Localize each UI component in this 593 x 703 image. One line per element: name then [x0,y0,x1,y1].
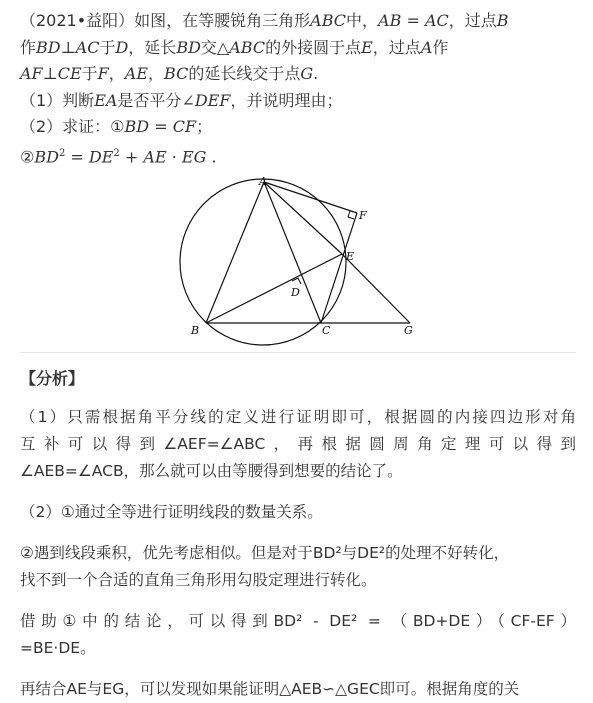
problem-line-4 [20,88,580,115]
problem-text: 交 [200,37,217,57]
math-point-d: D [115,37,129,57]
problem-text: ， [148,64,165,83]
math-equals: = [406,11,420,30]
problem-text: ； [196,117,213,136]
math-point-f: F [97,64,109,83]
problem-text: ，延长 [128,37,177,57]
math-bd: BD [176,37,201,57]
label-f: F [359,209,367,222]
math-triangle-symbol: △ [216,37,230,57]
problem-text: 的外接圆于点 [265,37,362,57]
label-a: A [259,175,267,188]
math-bd: BD [34,146,59,166]
segment-af [264,182,357,213]
math-ae: AE [124,64,148,83]
problem-text: 作 [432,37,449,57]
analysis-title: 【分析】 [20,369,85,388]
math-bc: BC [164,64,189,83]
math-ac: AC [424,11,449,30]
segment-be [206,254,342,323]
math-equals: = [70,146,84,166]
problem-statement [20,8,580,170]
paragraph-line: ②遇到线段乘积，优先考虑相似。但是对于BD²与DE²的处理不好转化， [20,544,510,562]
analysis-paragraph-1 [20,404,576,485]
problem-text: 是否平分 [117,90,182,110]
math-triangle-abc: ABC [310,11,347,30]
problem-line-5 [20,114,580,141]
problem-text: ，并说明理由； [230,90,343,110]
math-ac: AC [75,37,100,57]
paragraph-line: ∠AEB=∠ACB，那么就可以由等腰得到想要的结论了。 [20,462,403,480]
analysis-paragraph-5: 再结合AE与EG，可以发现如果能证明△AEB∽△GEC即可。根据角度的关 [20,680,520,698]
math-bd: BD [124,117,150,136]
math-eg: EG [181,146,207,166]
math-point-g: G [300,64,314,83]
paragraph-line: 借助①中的结论，可以得到BD² - DE² = （BD+DE）（CF-EF） [20,612,576,630]
label-d: D [291,286,300,299]
problem-line-1 [20,8,580,35]
math-point-e: E [361,37,373,57]
label-g: G [404,324,413,337]
math-perp: ⊥ [60,37,76,57]
problem-text: 作 [20,37,37,57]
segment-ag [342,254,410,323]
segment-ab [206,182,264,323]
problem-line-6 [20,141,580,171]
problem-text: ，过点 [372,37,421,57]
paragraph-line: =BE·DE。 [20,639,96,657]
math-exponent: 2 [58,147,66,159]
math-af: AF [20,64,43,83]
label-b: B [191,324,200,337]
problem-text: 于 [99,37,116,57]
segment-ae [264,182,342,254]
math-equals: = [154,117,168,136]
problem-text: 于 [81,64,98,83]
section-divider [20,352,576,353]
math-angle: ∠ [181,90,195,110]
math-period: . [313,64,319,83]
label-c: C [322,324,331,337]
paragraph-line: 找不到一个合适的直角三角形用勾股定理进行转化。 [20,571,377,589]
math-ea: EA [94,90,118,110]
math-cf: CF [172,117,197,136]
problem-text: ， [108,64,125,83]
problem-line-3 [20,61,580,88]
math-point-b: B [496,11,509,30]
label-e: E [346,250,355,263]
math-de: DE [88,146,114,166]
geometry-figure [170,170,430,350]
problem-text: ，过点 [448,11,497,30]
math-def: DEF [194,90,231,110]
problem-text: 的延长线交于点 [188,64,301,83]
problem-text: （2021•益阳）如图，在等腰锐角三角形 [20,11,311,30]
math-bd: BD [36,37,61,57]
problem-text: （2）求证：① [20,117,125,136]
analysis-paragraph-4 [20,608,576,662]
math-ce: CE [57,64,82,83]
problem-line-2 [20,35,580,62]
analysis-paragraph-2: （2）①通过全等进行证明线段的数量关系。 [20,503,323,521]
problem-text: （1）判断 [20,90,95,110]
math-abc: ABC [229,37,266,57]
circumcircle [180,179,346,345]
math-exponent: 2 [113,147,120,159]
problem-text: ② [20,146,35,166]
math-dot: · [171,146,177,166]
problem-text: 中， [346,11,379,30]
math-period: . [211,146,217,166]
math-plus: + [124,146,139,166]
paragraph-line: （1）只需根据角平分线的定义进行证明即可，根据圆的内接四边形对角 [20,408,576,426]
segment-ac [264,182,321,323]
paragraph-line: 互补可以得到∠AEF=∠ABC，再根据圆周角定理可以得到 [20,435,576,453]
math-perp: ⊥ [42,64,58,83]
math-point-a: A [420,37,433,57]
math-ab: AB [378,11,402,30]
math-ae: AE [143,146,167,166]
analysis-paragraph-3 [20,540,576,594]
